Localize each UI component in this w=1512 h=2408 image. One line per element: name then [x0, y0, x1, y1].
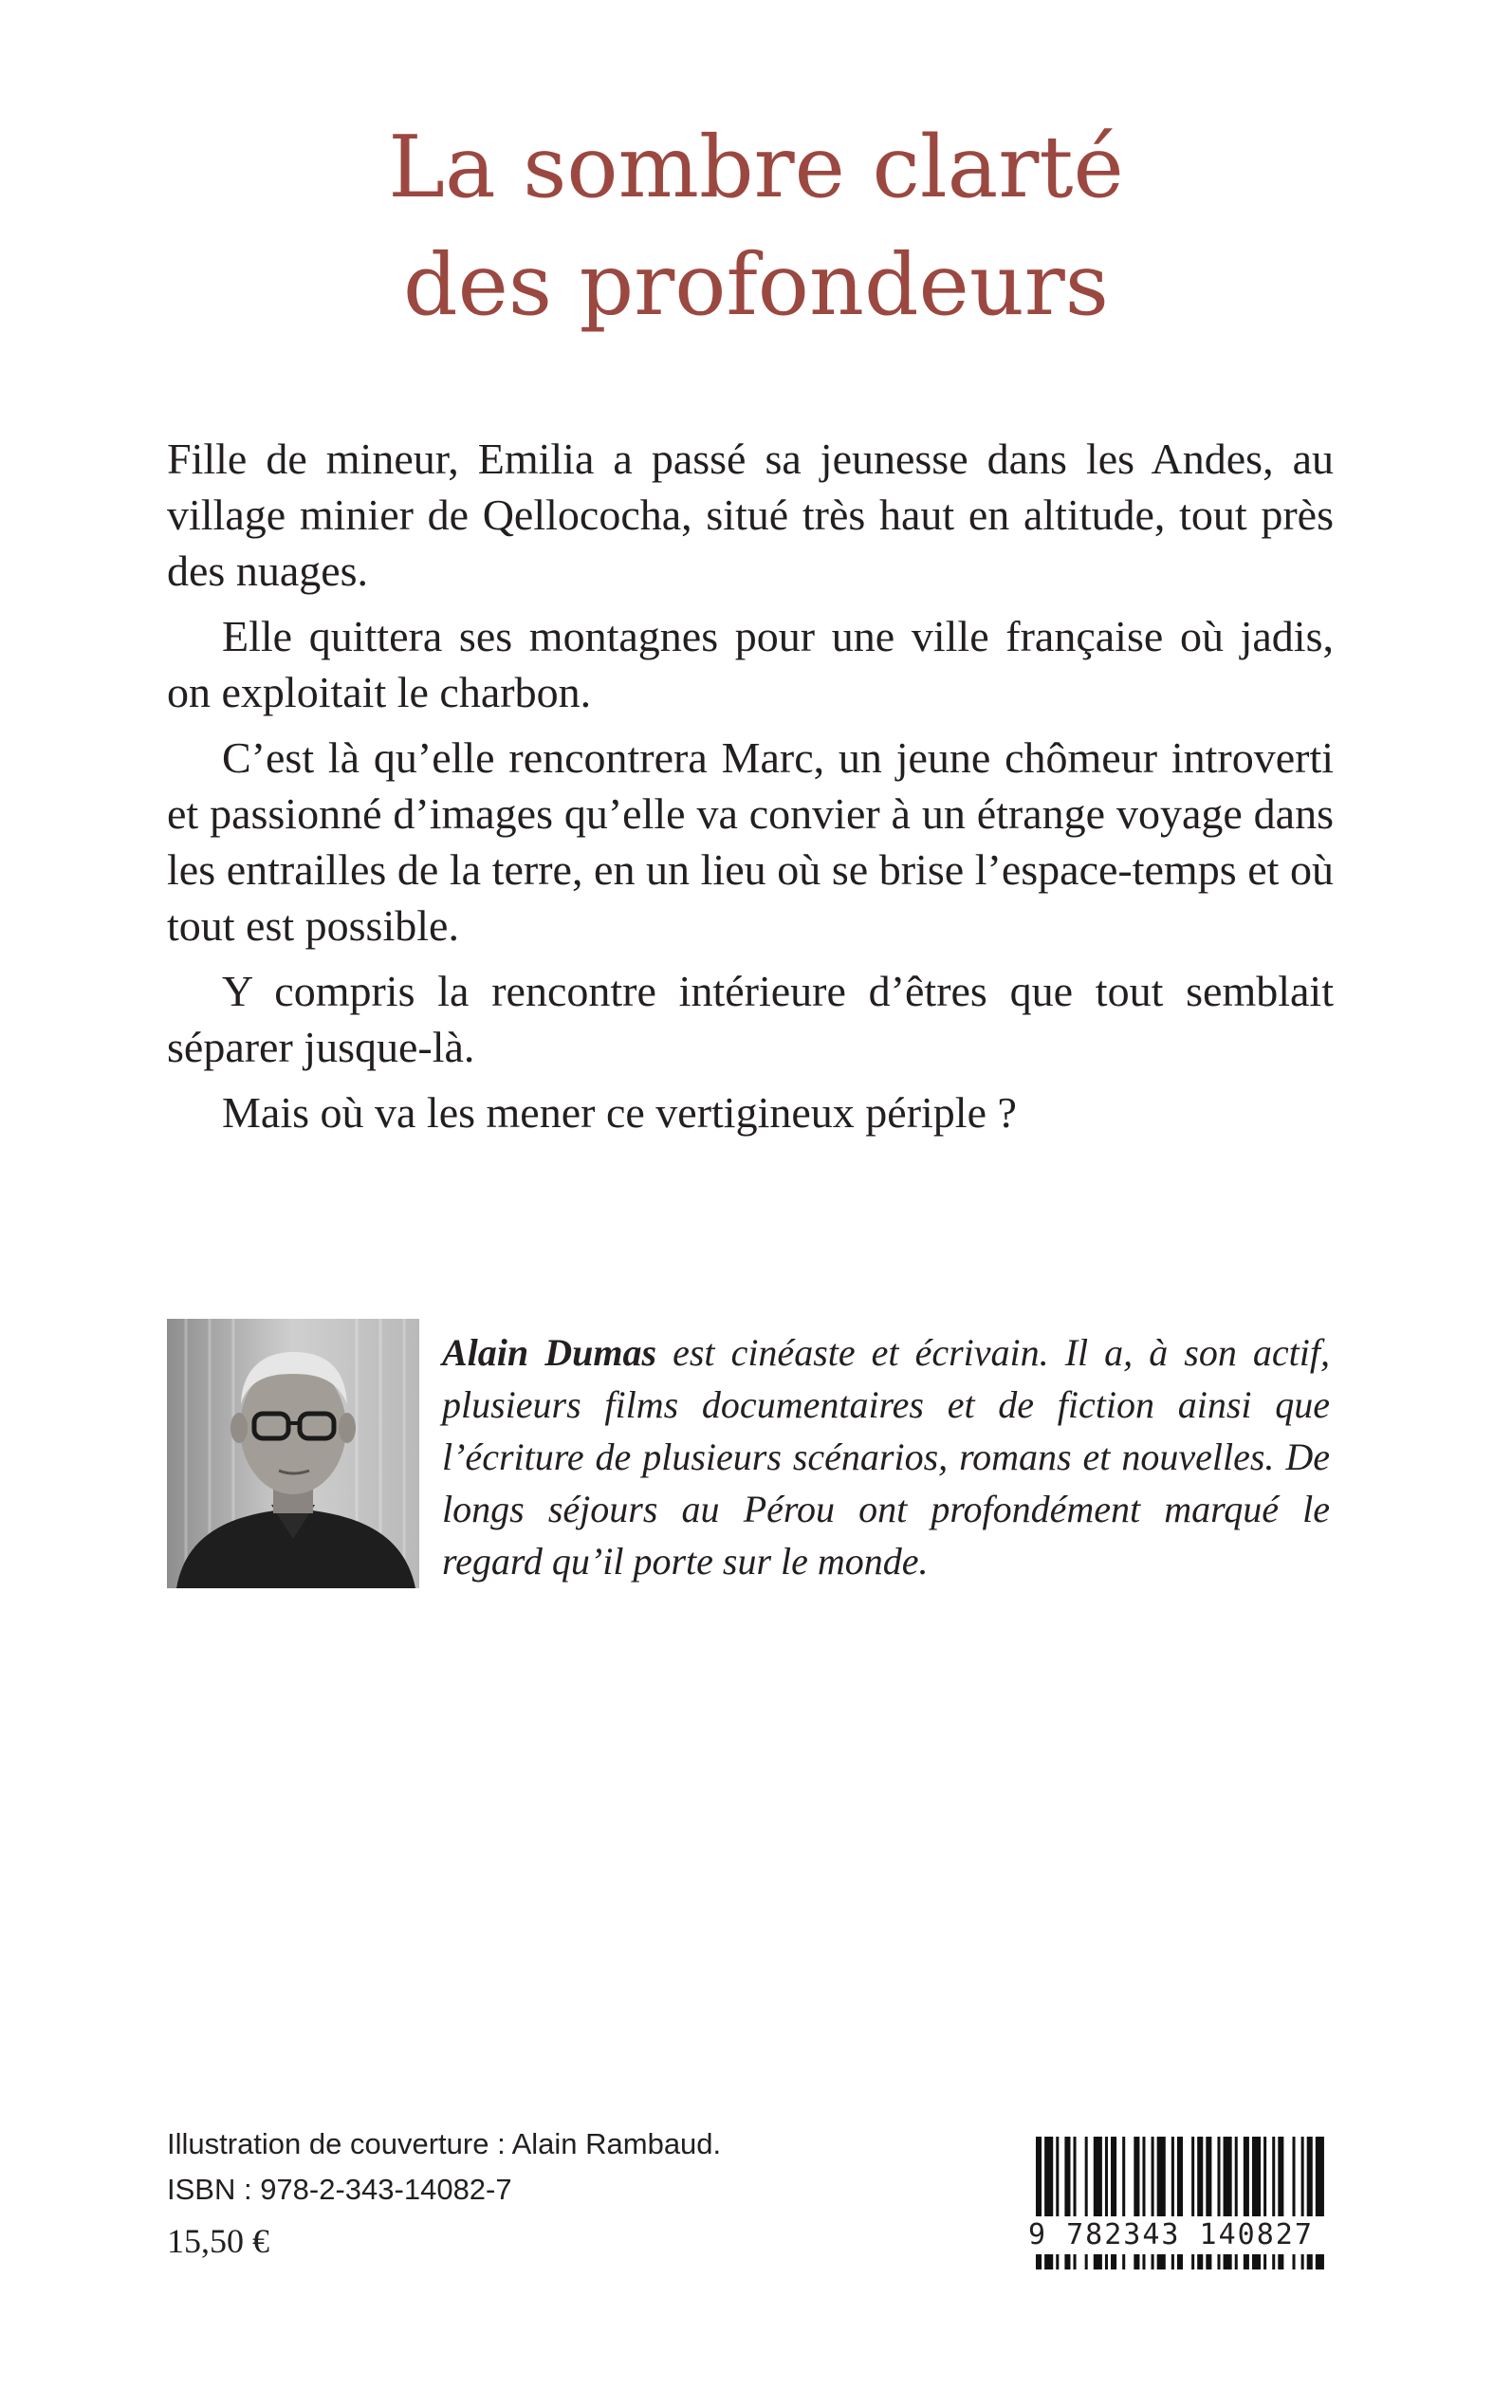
- blurb-paragraph-1: Fille de mineur, Emilia a passé sa jeunesse dans les Andes, au village minier de Qellococha, situé très haut en altitude, tout près des nuages.: [167, 435, 1334, 595]
- author-photo: [167, 1319, 419, 1588]
- blurb-paragraph-4: Y compris la rencontre intérieure d’êtres que tout semblait séparer jusque-là.: [167, 967, 1334, 1071]
- back-cover-blurb: [167, 431, 1334, 1150]
- blurb-paragraph-3: C’est là qu’elle rencontrera Marc, un jeune chômeur introverti et passionné d’images qu’elle va convier à un étrange voyage dans les entrailles de la terre, en un lieu où se brise l’espace-temps et où tout est possible.: [167, 733, 1334, 950]
- barcode-digits: 9 782343 140827: [1024, 2216, 1351, 2254]
- book-title-line-1: La sombre clarté: [388, 118, 1124, 217]
- cover-illustration-credit: Illustration de couverture : Alain Rambaud.: [167, 2127, 722, 2160]
- author-bio: [442, 1326, 1330, 1587]
- book-title-line-2: des profondeurs: [403, 235, 1109, 335]
- book-title: [0, 109, 1512, 344]
- blurb-paragraph-5: Mais où va les mener ce vertigineux périple ?: [222, 1088, 1017, 1137]
- author-name: Alain Dumas: [442, 1331, 657, 1374]
- blurb-paragraph-2: Elle quittera ses montagnes pour une ville française où jadis, on exploitait le charbon.: [167, 612, 1334, 716]
- isbn: ISBN : 978-2-343-14082-7: [167, 2173, 512, 2206]
- price: 15,50 €: [167, 2222, 269, 2260]
- author-bio-text: est cinéaste et écrivain. Il a, à son actif, plusieurs films documentaires et de fiction ainsi que l’écriture de plusieurs scénarios, romans et nouvelles. De longs séjours au Pérou ont profondément marqué le regard qu’il porte sur le monde.: [442, 1331, 1330, 1583]
